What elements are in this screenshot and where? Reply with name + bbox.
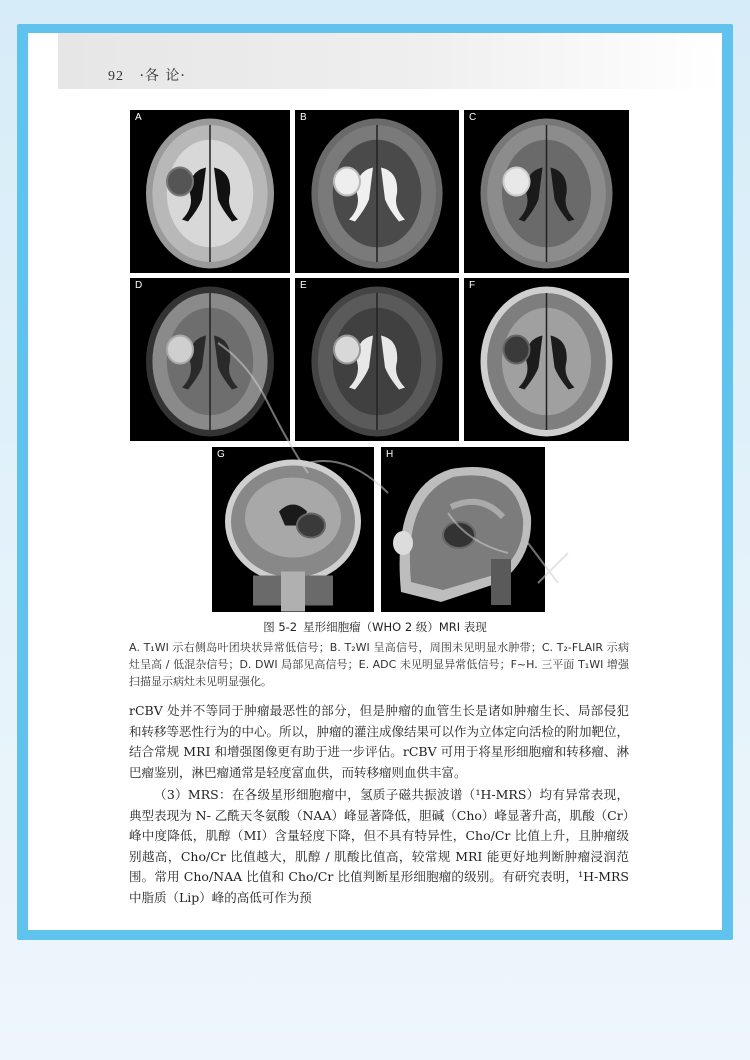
panel-label-b: B xyxy=(300,112,307,123)
mri-panel-e xyxy=(295,278,459,441)
panel-label-c: C xyxy=(469,112,477,123)
mri-image-b xyxy=(295,110,459,273)
book-page xyxy=(28,33,722,930)
mri-panel-g xyxy=(212,447,374,612)
mri-image-g xyxy=(212,447,374,612)
mri-image-e xyxy=(295,278,459,441)
panel-label-a: A xyxy=(135,112,142,123)
panel-label-e: E xyxy=(300,280,307,291)
header-text xyxy=(108,65,186,85)
mri-panel-c xyxy=(464,110,629,273)
mri-panel-f xyxy=(464,278,629,441)
panel-label-h: H xyxy=(386,449,394,460)
body-paragraph-2: （3）MRS：在各级星形细胞瘤中，氢质子磁共振波谱（¹H-MRS）均有异常表现，典型表现为 N- 乙酰天冬氨酸（NAA）峰显著降低，胆碱（Cho）峰显著升高，肌酸（Cr）峰中度降低，肌醇（MI）含量轻度下降，但不具有特异性，Cho/Cr 比值上升，且肿瘤级别越高，Cho/Cr 比值越大，肌醇 / 肌酸比值高，较常规 MRI 能更好地判断肿瘤浸润范围。常用 Cho/NAA 比值和 Cho/Cr 比值判断星形细胞瘤的级别。有研究表明，¹H-MRS 中脂质（Lip）峰的高低可作为预 xyxy=(129,787,629,905)
panel-label-f: F xyxy=(469,280,476,291)
panel-label-d: D xyxy=(135,280,143,291)
page-number: 92 xyxy=(108,69,124,84)
mri-panel-b xyxy=(295,110,459,273)
panel-label-g: G xyxy=(217,449,225,460)
mri-panel-a xyxy=(130,110,290,273)
mri-image-a xyxy=(130,110,290,273)
mri-image-d xyxy=(130,278,290,441)
body-paragraph-1: rCBV 处并不等同于肿瘤最恶性的部分，但是肿瘤的血管生长是诸如肿瘤生长、局部侵犯和转移等恶性行为的中心。所以，肿瘤的灌注成像结果可以作为立体定向活检的附加靶位，结合常规 MRI 和增强图像更有助于进一步评估。rCBV 可用于将星形细胞瘤和转移瘤、淋巴瘤鉴别，淋巴瘤通常是轻度富血供，而转移瘤则血供丰富。 xyxy=(129,703,630,780)
running-header xyxy=(58,33,722,89)
mri-panel-h xyxy=(381,447,545,612)
mri-panel-d xyxy=(130,278,290,441)
figure-title: 星形细胞瘤（WHO 2 级）MRI 表现 xyxy=(303,620,487,634)
figure-number: 图 5-2 xyxy=(263,620,298,634)
figure-caption-title xyxy=(28,619,722,635)
mri-image-f xyxy=(464,278,629,441)
figure-caption-body: A. T₁WI 示右侧岛叶团块状异常低信号；B. T₂WI 呈高信号，周围未见明显水肿带；C. T₂-FLAIR 示病灶呈高 / 低混杂信号；D. DWI 局部见高信号；E. ADC 未见明显异常低信号；F~H. 三平面 T₁WI 增强扫描显示病灶未见明显强化。 xyxy=(129,641,629,688)
mri-image-h xyxy=(381,447,545,612)
mri-image-c xyxy=(464,110,629,273)
section-name: ·各 论· xyxy=(139,68,186,84)
